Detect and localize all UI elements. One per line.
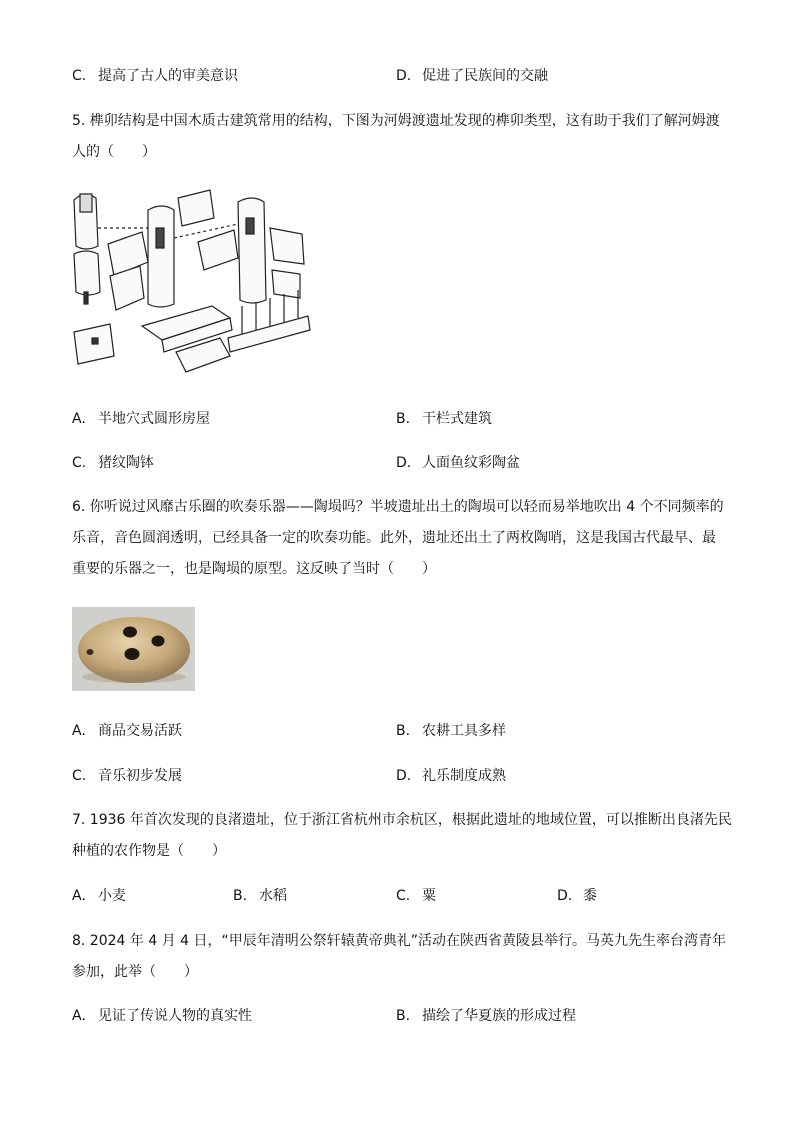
option-text: 黍: [583, 888, 597, 904]
option-text: 半地穴式圆形房屋: [98, 411, 210, 427]
option-key: D.: [557, 888, 573, 904]
option-key: A.: [72, 723, 86, 739]
q7-stem-line-1: 7. 1936 年首次发现的良渚遗址，位于浙江省杭州市余杭区，根据此遗址的地域位置，可以推断出良渚先民: [72, 812, 732, 828]
q6-option-a[interactable]: [72, 721, 182, 741]
q5-option-a[interactable]: [72, 409, 210, 429]
q4-option-d[interactable]: [396, 66, 548, 86]
q6-stem-line-3: 重要的乐器之一，也是陶埙的原型。这反映了当时（ ）: [72, 561, 436, 577]
q5-stem-line-1: 5. 榫卯结构是中国木质古建筑常用的结构，下图为河姆渡遗址发现的榫卯类型，这有助于我们了解河姆渡: [72, 113, 720, 129]
option-key: B.: [396, 723, 411, 739]
option-key: B.: [396, 1008, 411, 1024]
option-text: 粟: [422, 888, 436, 904]
q7-option-b[interactable]: [233, 886, 287, 906]
option-key: A.: [72, 888, 86, 904]
q4-option-c[interactable]: [72, 66, 238, 86]
option-key: C.: [72, 768, 87, 784]
q8-option-a[interactable]: [72, 1006, 252, 1026]
option-key: A.: [72, 411, 86, 427]
q6-stem-line-1: 6. 你听说过风靡古乐圈的吹奏乐器——陶埙吗？半坡遗址出土的陶埙可以轻而易举地吹出 4 个不同频率的: [72, 499, 724, 515]
option-text: 见证了传说人物的真实性: [98, 1008, 252, 1024]
q7-option-c[interactable]: [396, 886, 436, 906]
option-text: 农耕工具多样: [422, 723, 506, 739]
option-key: B.: [233, 888, 248, 904]
option-text: 商品交易活跃: [98, 723, 182, 739]
mortise-tenon-illustration: [70, 188, 320, 373]
q8-option-b[interactable]: [396, 1006, 576, 1026]
option-text: 音乐初步发展: [98, 768, 182, 784]
option-text: 人面鱼纹彩陶盆: [422, 455, 520, 471]
q6-option-d[interactable]: [396, 766, 506, 786]
q6-option-c[interactable]: [72, 766, 182, 786]
option-key: D.: [396, 68, 412, 84]
option-key: C.: [72, 455, 87, 471]
q6-option-b[interactable]: [396, 721, 506, 741]
option-key: A.: [72, 1008, 86, 1024]
q7-stem-line-2: 种植的农作物是（ ）: [72, 843, 226, 859]
q5-option-c[interactable]: [72, 453, 154, 473]
q5-option-b[interactable]: [396, 409, 492, 429]
option-text: 小麦: [98, 888, 126, 904]
q6-stem-line-2: 乐音，音色圆润透明，已经具备一定的吹奏功能。此外，遗址还出土了两枚陶哨，这是我国古代最早、最: [72, 530, 716, 546]
q5-stem-line-2: 人的（ ）: [72, 144, 156, 160]
option-key: C.: [396, 888, 411, 904]
option-key: B.: [396, 411, 411, 427]
option-text: 水稻: [259, 888, 287, 904]
q7-option-a[interactable]: [72, 886, 126, 906]
option-text: 促进了民族间的交融: [422, 68, 548, 84]
clay-xun-photo: [72, 607, 195, 691]
q8-stem-line-1: 8. 2024 年 4 月 4 日，“甲辰年清明公祭轩辕黄帝典礼”活动在陕西省黄陵县举行。马英九先生率台湾青年: [72, 933, 727, 949]
option-text: 干栏式建筑: [422, 411, 492, 427]
option-key: D.: [396, 768, 412, 784]
option-key: D.: [396, 455, 412, 471]
q7-option-d[interactable]: [557, 886, 597, 906]
q5-option-d[interactable]: [396, 453, 520, 473]
q8-stem-line-2: 参加，此举（ ）: [72, 964, 198, 980]
option-text: 提高了古人的审美意识: [98, 68, 238, 84]
option-text: 礼乐制度成熟: [422, 768, 506, 784]
option-text: 猪纹陶钵: [98, 455, 154, 471]
option-key: C.: [72, 68, 87, 84]
option-text: 描绘了华夏族的形成过程: [422, 1008, 576, 1024]
